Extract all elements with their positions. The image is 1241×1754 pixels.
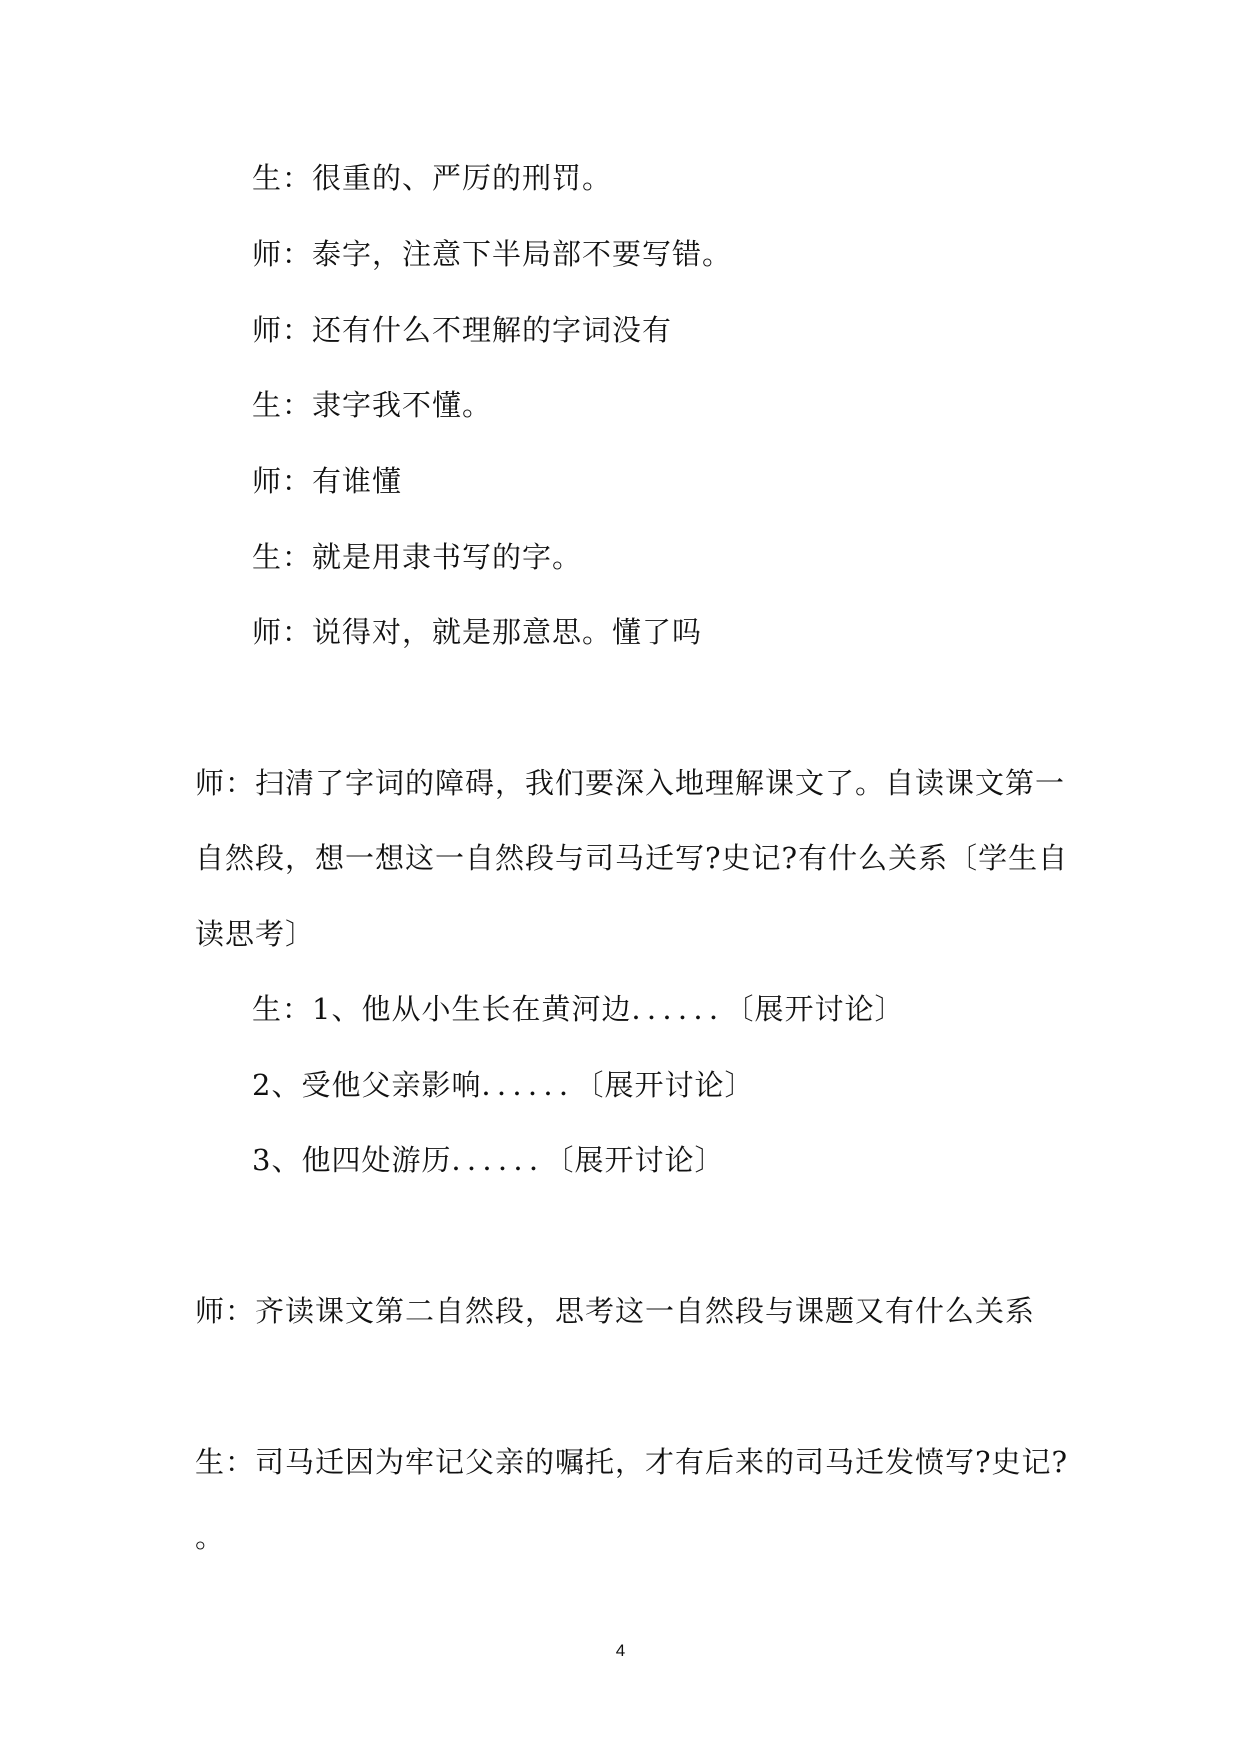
- page-number: 4: [615, 1641, 626, 1660]
- dialogue-line-7: 师：说得对，就是那意思。懂了吗: [252, 615, 703, 649]
- dialogue-line-6: 生：就是用隶书写的字。: [252, 540, 583, 574]
- paragraph-3-line-2: 。: [195, 1520, 226, 1554]
- paragraph-1-line-1: 师：扫清了字词的障碍，我们要深入地理解课文了。自读课文第一: [195, 766, 1066, 800]
- dialogue-line-1: 生：很重的、严厉的刑罚。: [252, 161, 613, 195]
- dialogue-line-4: 生：隶字我不懂。: [252, 388, 493, 422]
- paragraph-1-line-3: 读思考〕: [195, 917, 316, 951]
- dialogue-line-3: 师：还有什么不理解的字词没有: [252, 313, 673, 347]
- answer-line-3: 3、他四处游历．．．．．．〔展开讨论〕: [252, 1143, 725, 1177]
- paragraph-1-line-2: 自然段，想一想这一自然段与司马迁写?史记?有什么关系〔学生自: [195, 841, 1069, 875]
- answer-line-1: 生：1、他从小生长在黄河边．．．．．．〔展开讨论〕: [252, 992, 905, 1026]
- answer-line-2: 2、受他父亲影响．．．．．．〔展开讨论〕: [252, 1068, 755, 1102]
- paragraph-3-line-1: 生：司马迁因为牢记父亲的嘱托，才有后来的司马迁发愤写?史记?: [195, 1445, 1069, 1479]
- paragraph-2: 师：齐读课文第二自然段，思考这一自然段与课题又有什么关系: [195, 1294, 1036, 1328]
- dialogue-line-2: 师：泰字，注意下半局部不要写错。: [252, 237, 733, 271]
- dialogue-line-5: 师：有谁懂: [252, 464, 403, 498]
